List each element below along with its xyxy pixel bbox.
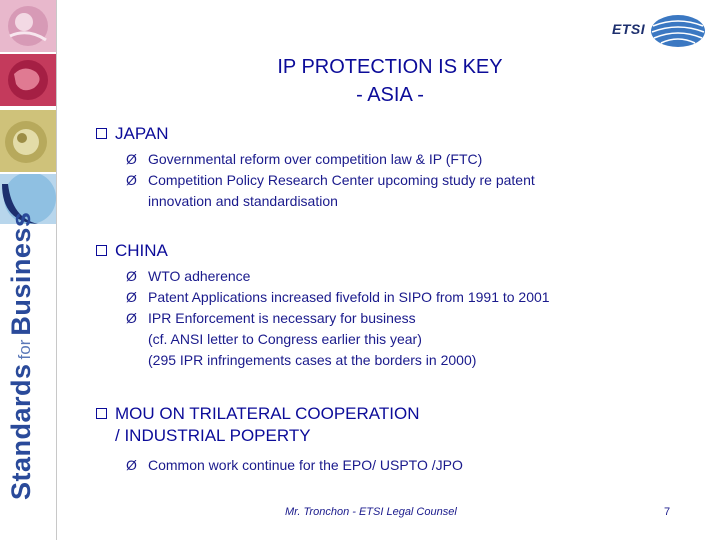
arrow-bullet-icon: Ø	[126, 289, 137, 305]
section-mou	[96, 403, 463, 476]
etsi-globe-icon	[649, 14, 707, 48]
arrow-bullet-icon: Ø	[126, 310, 137, 326]
arrow-bullet-icon: Ø	[126, 172, 137, 188]
square-bullet-icon	[96, 245, 107, 256]
sidebar-brand-text: StandardsforBusiness	[6, 211, 36, 500]
section-heading-text: / INDUSTRIAL POPERTY	[115, 426, 311, 445]
list-item	[126, 266, 550, 287]
footer-text: Mr. Tronchon - ETSI Legal Counsel	[285, 506, 457, 518]
sidebar	[0, 0, 57, 540]
bullet-text: innovation and standardisation	[148, 193, 338, 209]
bullet-text: IPR Enforcement is necessary for business	[148, 310, 416, 326]
section-heading-text: MOU ON TRILATERAL COOPERATION	[115, 404, 420, 423]
section-heading	[96, 240, 550, 262]
bullet-list	[126, 455, 463, 476]
arrow-bullet-icon: Ø	[126, 457, 137, 473]
bullet-text: Competition Policy Research Center upcoming study re patent	[148, 172, 535, 188]
bullet-text: WTO adherence	[148, 268, 251, 284]
section-china	[96, 240, 550, 371]
page-title	[200, 53, 580, 109]
list-item	[126, 308, 550, 371]
section-japan	[96, 123, 535, 212]
arrow-bullet-icon: Ø	[126, 268, 137, 284]
page-number: 7	[664, 506, 671, 518]
list-item	[126, 170, 535, 212]
section-heading	[96, 403, 463, 447]
bullet-text: Common work continue for the EPO/ USPTO /JPO	[148, 457, 463, 473]
sidebar-divider	[56, 0, 57, 540]
square-bullet-icon	[96, 128, 107, 139]
etsi-logo-text: ETSI	[612, 21, 646, 37]
title-line-1: IP PROTECTION IS KEY	[277, 56, 503, 78]
list-item	[126, 149, 535, 170]
bullet-text: (cf. ANSI letter to Congress earlier this year)	[148, 331, 422, 347]
sidebar-image-gold	[0, 110, 56, 162]
bullet-text: Patent Applications increased fivefold in SIPO from 1991 to 2001	[148, 289, 550, 305]
section-heading-text: CHINA	[115, 241, 168, 260]
bullet-text: (295 IPR infringements cases at the borders in 2000)	[148, 352, 477, 368]
list-item	[126, 455, 463, 476]
section-heading	[96, 123, 535, 145]
bullet-list	[126, 149, 535, 212]
sidebar-image-pink	[0, 0, 56, 52]
arrow-bullet-icon: Ø	[126, 151, 137, 167]
sidebar-image-red	[0, 54, 56, 106]
bullet-list	[126, 266, 550, 371]
etsi-logo	[612, 14, 708, 48]
square-bullet-icon	[96, 408, 107, 419]
section-heading-text: JAPAN	[115, 124, 169, 143]
title-line-2: - ASIA -	[356, 84, 424, 106]
bullet-text: Governmental reform over competition law & IP (FTC)	[148, 151, 483, 167]
list-item	[126, 287, 550, 308]
